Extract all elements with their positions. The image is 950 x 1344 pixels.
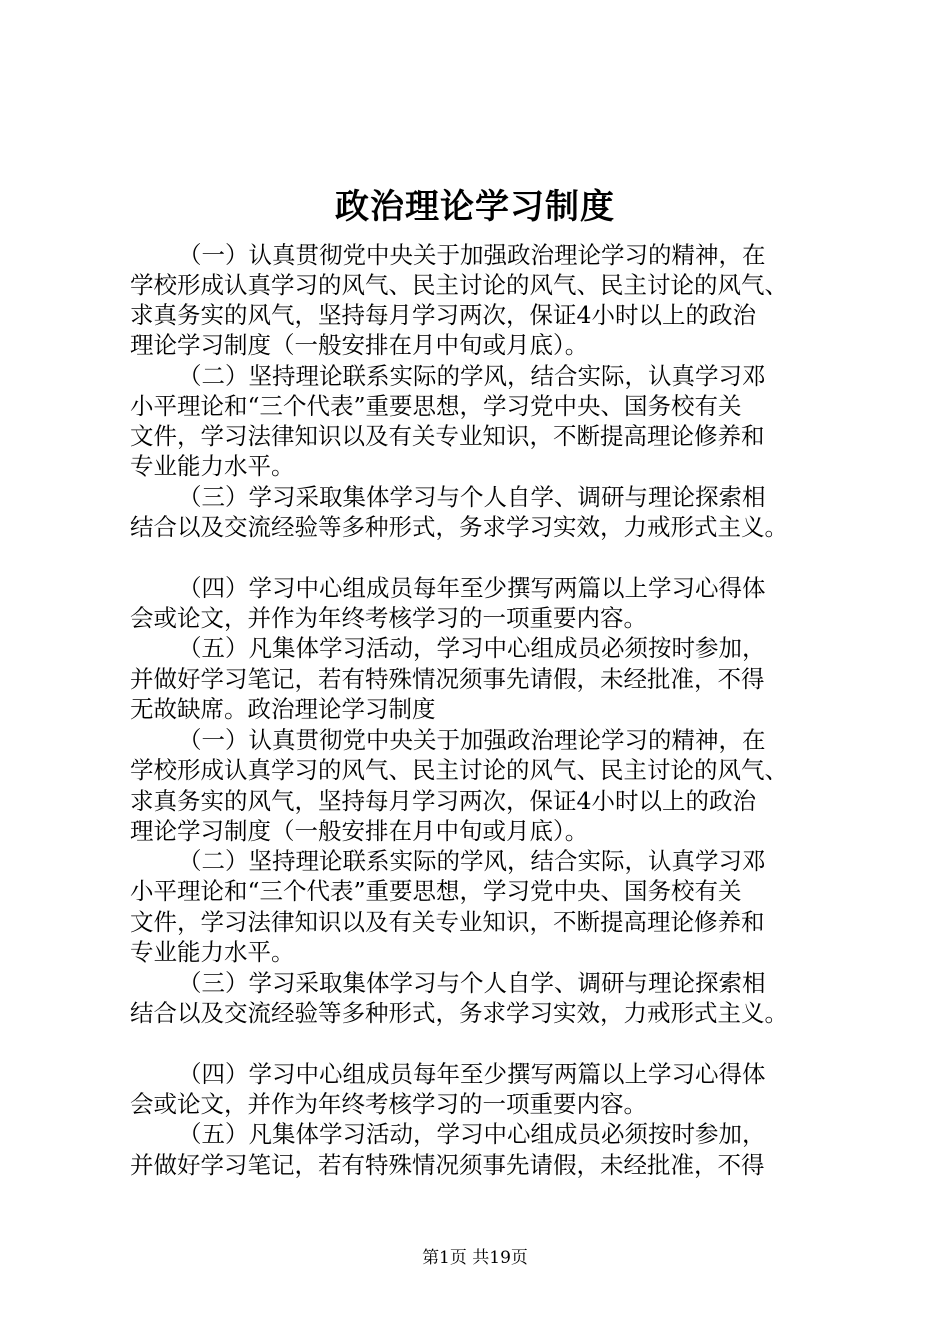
paragraph-line: 会或论文，并作为年终考核学习的一项重要内容。: [130, 1090, 647, 1118]
paragraph-line: 结合以及交流经验等多种形式，务求学习实效，力戒形式主义。: [130, 999, 788, 1027]
paragraph-line: 专业能力水平。: [130, 938, 295, 966]
page-footer: 第1页 共19页: [422, 1248, 528, 1268]
document-title: 政治理论学习制度: [335, 187, 615, 227]
paragraph-line: （四）学习中心组成员每年至少撰写两篇以上学习心得体: [178, 1060, 766, 1088]
paragraph-line: 文件，学习法律知识以及有关专业知识，不断提高理论修养和: [130, 422, 765, 450]
paragraph-line: 学校形成认真学习的风气、民主讨论的风气、民主讨论的风气、: [130, 756, 788, 784]
paragraph-line: 并做好学习笔记，若有特殊情况须事先请假，未经批准，不得: [130, 665, 765, 693]
paragraph-line: 求真务实的风气，坚持每月学习两次，保证4小时以上的政治: [130, 787, 756, 815]
paragraph-line: （四）学习中心组成员每年至少撰写两篇以上学习心得体: [178, 574, 766, 602]
paragraph-line: （二）坚持理论联系实际的学风，结合实际，认真学习邓: [178, 362, 766, 390]
paragraph-line: 小平理论和“三个代表”重要思想，学习党中央、国务校有关: [130, 392, 742, 420]
paragraph-line: （三）学习采取集体学习与个人自学、调研与理论探索相: [178, 969, 766, 997]
paragraph-line: 结合以及交流经验等多种形式，务求学习实效，力戒形式主义。: [130, 513, 788, 541]
paragraph-line: （一）认真贯彻党中央关于加强政治理论学习的精神，在: [178, 726, 766, 754]
paragraph-line: 求真务实的风气，坚持每月学习两次，保证4小时以上的政治: [130, 301, 756, 329]
paragraph-line: 理论学习制度（一般安排在月中旬或月底）。: [130, 331, 589, 359]
paragraph-line: 专业能力水平。: [130, 452, 295, 480]
paragraph-line: 会或论文，并作为年终考核学习的一项重要内容。: [130, 604, 647, 632]
paragraph-line: 学校形成认真学习的风气、民主讨论的风气、民主讨论的风气、: [130, 271, 788, 299]
paragraph-line: 小平理论和“三个代表”重要思想，学习党中央、国务校有关: [130, 877, 742, 905]
paragraph-line: （五）凡集体学习活动，学习中心组成员必须按时参加，: [178, 634, 766, 662]
paragraph-line: 并做好学习笔记，若有特殊情况须事先请假，未经批准，不得: [130, 1151, 765, 1179]
paragraph-line: （五）凡集体学习活动，学习中心组成员必须按时参加，: [178, 1120, 766, 1148]
paragraph-line: （二）坚持理论联系实际的学风，结合实际，认真学习邓: [178, 847, 766, 875]
paragraph-line: （一）认真贯彻党中央关于加强政治理论学习的精神，在: [178, 241, 766, 269]
paragraph-line: 理论学习制度（一般安排在月中旬或月底）。: [130, 817, 589, 845]
paragraph-line: 无故缺席。政治理论学习制度: [130, 695, 436, 723]
paragraph-line: （三）学习采取集体学习与个人自学、调研与理论探索相: [178, 483, 766, 511]
paragraph-line: 文件，学习法律知识以及有关专业知识，不断提高理论修养和: [130, 908, 765, 936]
